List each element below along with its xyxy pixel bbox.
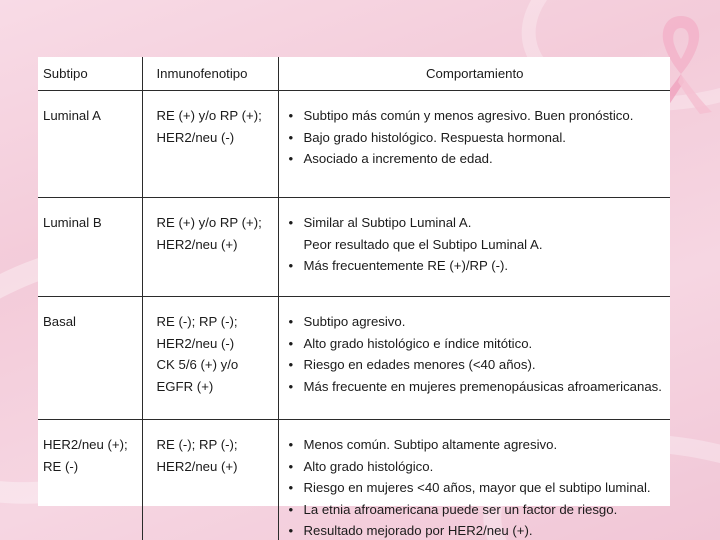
list-item: • Riesgo en mujeres <40 años, mayor que el subtipo luminal. — [289, 477, 667, 499]
comportamiento-list — [289, 105, 667, 170]
inmunofenotipo-text: RE (-); RP (-); — [156, 314, 238, 329]
subtipo-text: Luminal B — [43, 215, 102, 230]
list-item: • Bajo grado histológico. Respuesta hormonal. — [289, 127, 667, 149]
table-header-row — [38, 57, 670, 91]
list-item: • La etnia afroamericana puede ser un factor de riesgo. — [289, 499, 667, 521]
comportamiento-cell — [278, 91, 670, 198]
comportamiento-cell — [278, 420, 670, 540]
subtipo-text: RE (-) — [43, 458, 79, 474]
comportamiento-list — [289, 212, 667, 277]
subtipo-cell — [38, 198, 142, 297]
table-row — [38, 420, 670, 540]
list-item: • Subtipo agresivo. — [289, 311, 667, 333]
subtipo-cell — [38, 91, 142, 198]
header-subtipo: Subtipo — [38, 57, 142, 91]
subtipo-text: HER2/neu (+); — [43, 437, 128, 452]
inmunofenotipo-text: HER2/neu (+) — [156, 458, 238, 474]
inmunofenotipo-cell — [142, 297, 278, 420]
table-row — [38, 198, 670, 297]
inmunofenotipo-text: HER2/neu (+) — [156, 236, 238, 252]
list-item-continuation: Peor resultado que el Subtipo Luminal A. — [303, 236, 543, 252]
list-item: • Similar al Subtipo Luminal A. — [289, 212, 667, 234]
subtipo-text: Basal — [43, 314, 76, 329]
list-item: • Resultado mejorado por HER2/neu (+). — [289, 520, 667, 540]
list-item: • Menos común. Subtipo altamente agresivo. — [289, 434, 667, 456]
inmunofenotipo-text: RE (-); RP (-); — [156, 437, 238, 452]
header-comportamiento: Comportamiento — [278, 57, 670, 91]
inmunofenotipo-cell — [142, 420, 278, 540]
inmunofenotipo-text: EGFR (+) — [156, 378, 214, 394]
inmunofenotipo-cell — [142, 91, 278, 198]
comportamiento-list — [289, 434, 667, 540]
subtipo-text: Luminal A — [43, 108, 101, 123]
inmunofenotipo-text: HER2/neu (-) — [156, 335, 235, 351]
subtype-table-panel — [38, 57, 670, 538]
list-item: • Más frecuente en mujeres premenopáusicas afroamericanas. — [289, 376, 667, 398]
list-item: • Alto grado histológico. — [289, 456, 667, 478]
breast-cancer-subtype-table — [38, 57, 670, 540]
list-item: • Subtipo más común y menos agresivo. Buen pronóstico. — [289, 105, 667, 127]
inmunofenotipo-cell — [142, 198, 278, 297]
table-row — [38, 297, 670, 420]
subtipo-cell — [38, 297, 142, 420]
comportamiento-cell — [278, 198, 670, 297]
inmunofenotipo-text: HER2/neu (-) — [156, 129, 235, 145]
inmunofenotipo-text: RE (+) y/o RP (+); — [156, 215, 262, 230]
table-row — [38, 91, 670, 198]
subtipo-cell — [38, 420, 142, 540]
inmunofenotipo-text: CK 5/6 (+) y/o — [156, 357, 239, 372]
comportamiento-list — [289, 311, 667, 397]
list-item: • Más frecuentemente RE (+)/RP (-). — [289, 255, 667, 277]
comportamiento-cell — [278, 297, 670, 420]
header-inmunofenotipo: Inmunofenotipo — [142, 57, 278, 91]
list-item: • Riesgo en edades menores (<40 años). — [289, 354, 667, 376]
list-item: • Alto grado histológico e índice mitótico. — [289, 333, 667, 355]
inmunofenotipo-text: RE (+) y/o RP (+); — [156, 108, 262, 123]
list-item: • Asociado a incremento de edad. — [289, 148, 667, 170]
